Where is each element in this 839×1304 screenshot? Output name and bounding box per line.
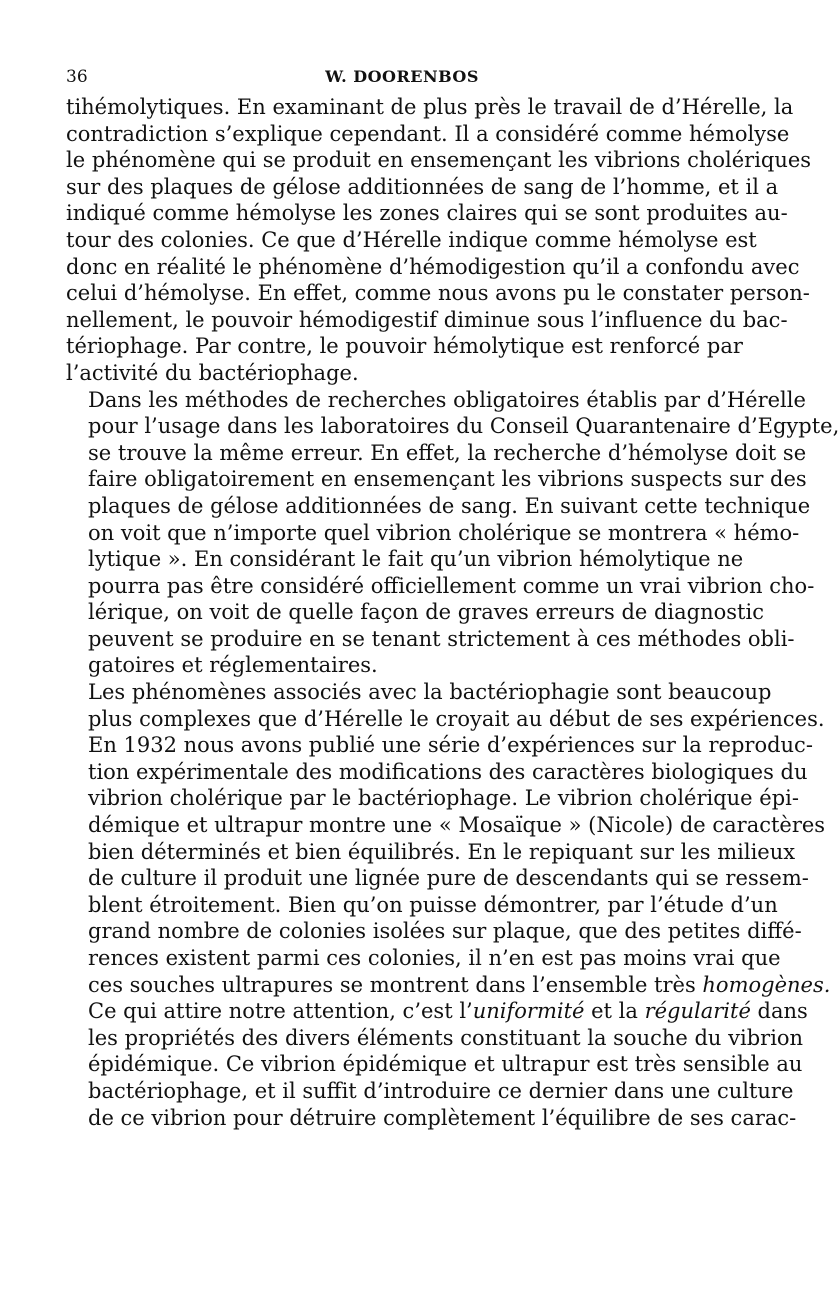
text-line: se trouve la même erreur. En effet, la recherche d’hémolyse doit se <box>88 440 807 465</box>
text-line: tion expérimentale des modifications des caractères biologiques du <box>88 759 808 784</box>
paragraph-2 <box>66 387 839 680</box>
text-line: pour l’usage dans les laboratoires du Conseil Quarantenaire d’Egypte, <box>88 414 839 439</box>
text-line: les propriétés des divers éléments constituant la souche du vibrion <box>88 1025 804 1050</box>
text-line: Ce qui attire notre attention, c’est l’uniformité et la régularité dans <box>88 999 808 1024</box>
text-line: de ce vibrion pour détruire complètement l’équilibre de ses carac- <box>88 1105 797 1130</box>
text-line: grand nombre de colonies isolées sur plaque, que des petites diffé- <box>88 919 802 944</box>
text-line: blent étroitement. Bien qu’on puisse démontrer, par l’étude d’un <box>88 892 778 917</box>
text-line: tihémolytiques. En examinant de plus près le travail de d’Hérelle, la <box>66 95 794 119</box>
text-line: donc en réalité le phénomène d’hémodigestion qu’il a confondu avec <box>66 254 800 279</box>
page <box>66 60 839 1131</box>
text-line: peuvent se produire en se tenant strictement à ces méthodes obli- <box>88 626 795 651</box>
text-line: sur des plaques de gélose additionnées de sang de l’homme, et il a <box>66 174 779 199</box>
paragraph-3 <box>66 679 831 1131</box>
text-line: lytique ». En considérant le fait qu’un vibrion hémolytique ne <box>88 547 744 572</box>
header-author: W. DOORENBOS <box>325 67 479 86</box>
text-line: tériophage. Par contre, le pouvoir hémolytique est renforcé par <box>66 334 743 359</box>
text-line: indiqué comme hémolyse les zones claires qui se sont produites au- <box>66 201 788 226</box>
text-line: Les phénomènes associés avec la bactériophagie sont beaucoup <box>88 680 772 705</box>
text-line: ces souches ultrapures se montrent dans l’ensemble très homogènes. <box>88 972 831 997</box>
text-line: démique et ultrapur montre une « Mosaïque » (Nicole) de caractères <box>88 813 826 838</box>
text-line: bien déterminés et bien équilibrés. En le repiquant sur les milieux <box>88 839 796 864</box>
text-line: le phénomène qui se produit en ensemençant les vibrions cholériques <box>66 148 812 173</box>
running-head <box>66 60 738 94</box>
paragraph-1 <box>66 94 812 387</box>
page-number: 36 <box>66 67 88 87</box>
text-line: Dans les méthodes de recherches obligatoires établis par d’Hérelle <box>88 387 806 412</box>
text-line: rences existent parmi ces colonies, il n’en est pas moins vrai que <box>88 946 781 970</box>
text-line: bactériophage, et il suffit d’introduire ce dernier dans une culture <box>88 1078 794 1103</box>
text-line: l’activité du bactériophage. <box>66 360 359 385</box>
text-line: En 1932 nous avons publié une série d’expériences sur la reproduc- <box>88 733 813 758</box>
body-text <box>66 94 839 1131</box>
text-line: tour des colonies. Ce que d’Hérelle indique comme hémolyse est <box>66 227 757 252</box>
text-line: faire obligatoirement en ensemençant les vibrions suspects sur des <box>88 467 807 492</box>
text-line: pourra pas être considéré officiellement comme un vrai vibrion cho- <box>88 573 815 598</box>
text-line: nellement, le pouvoir hémodigestif diminue sous l’influence du bac- <box>66 307 788 332</box>
text-line: de culture il produit une lignée pure de descendants qui se ressem- <box>88 866 809 891</box>
text-line: on voit que n’importe quel vibrion cholérique se montrera « hémo- <box>88 520 800 545</box>
text-line: vibrion cholérique par le bactériophage. Le vibrion cholérique épi- <box>88 786 799 811</box>
text-line: plaques de gélose additionnées de sang. En suivant cette technique <box>88 493 811 518</box>
text-line: épidémique. Ce vibrion épidémique et ultrapur est très sensible au <box>88 1052 803 1077</box>
text-line: celui d’hémolyse. En effet, comme nous avons pu le constater person- <box>66 281 810 306</box>
text-line: contradiction s’explique cependant. Il a considéré comme hémolyse <box>66 121 790 146</box>
text-line: lérique, on voit de quelle façon de graves erreurs de diagnostic <box>88 600 764 625</box>
text-line: gatoires et réglementaires. <box>88 653 378 678</box>
text-line: plus complexes que d’Hérelle le croyait au début de ses expériences. <box>88 706 825 731</box>
